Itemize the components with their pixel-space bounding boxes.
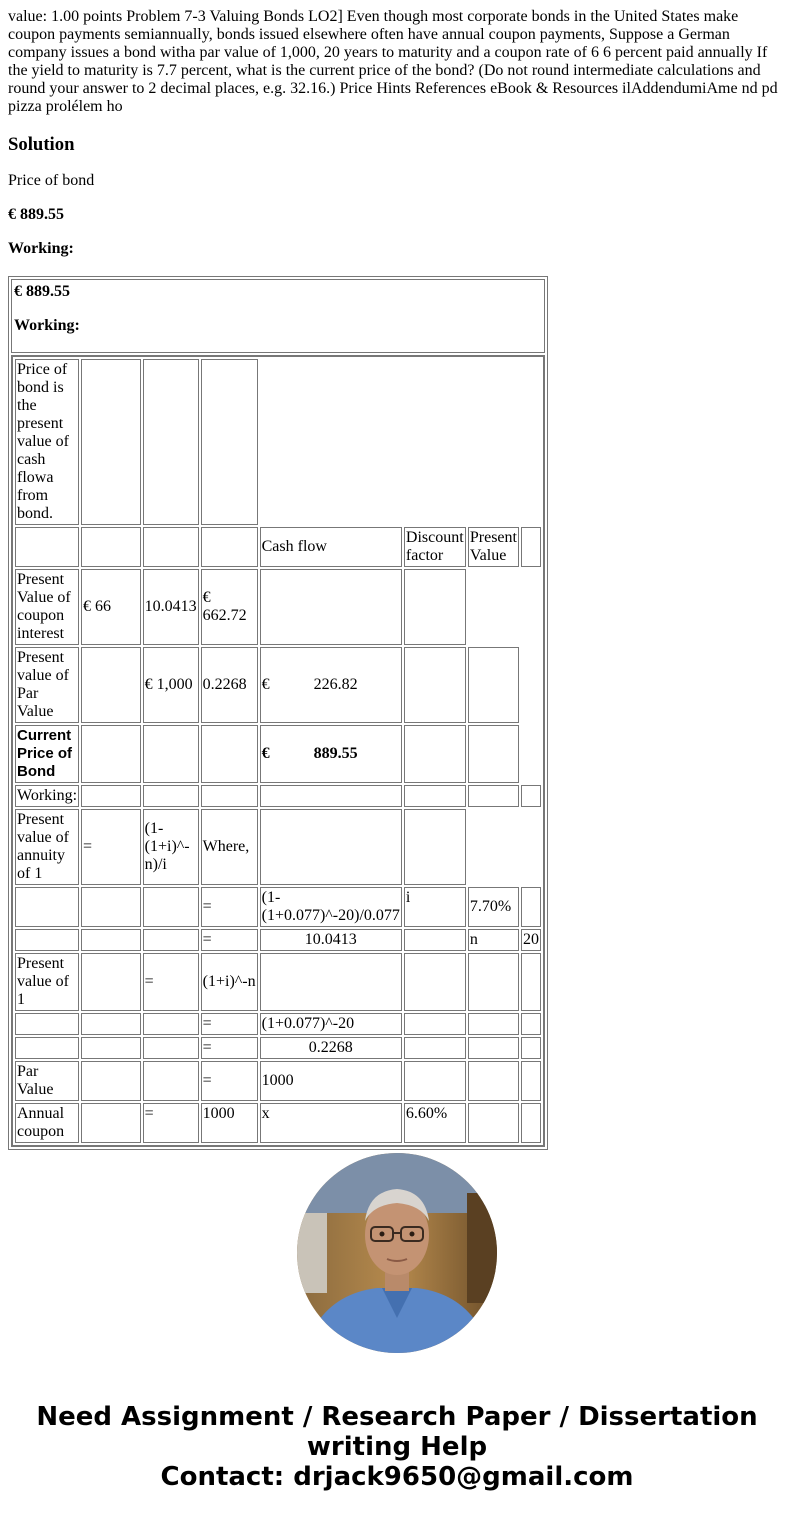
pv-coupon-label: Present Value of coupon interest [15, 569, 79, 645]
empty-cell [404, 569, 466, 645]
empty-cell [521, 887, 541, 927]
document [8, 0, 786, 258]
table-row [15, 887, 541, 927]
pv-par-pv-cell [260, 647, 402, 723]
annual-coupon-label: Annual coupon [15, 1103, 79, 1143]
current-price-label: Current Price of Bond [15, 725, 79, 783]
blank-area [468, 569, 541, 645]
table-row [15, 929, 541, 951]
eq-cell: = [201, 887, 258, 927]
empty-cell [81, 887, 141, 927]
empty-cell [404, 725, 466, 783]
empty-cell [521, 527, 541, 567]
empty-cell [143, 1061, 199, 1101]
pv-coupon-pv: € 662.72 [201, 569, 258, 645]
empty-cell [81, 785, 141, 807]
i-value: 7.70% [468, 887, 519, 927]
inner-table-cell [11, 355, 545, 1147]
annual-rate: 6.60% [404, 1103, 466, 1143]
col-header-cash-flow: Cash flow [260, 527, 402, 567]
table-head-working: Working: [14, 317, 80, 334]
solution-table-wrapper [8, 276, 548, 1140]
empty-cell [81, 647, 141, 723]
pv-coupon-factor: 10.0413 [143, 569, 199, 645]
empty-cell [521, 785, 541, 807]
table-head-price: € 889.55 [14, 283, 70, 300]
empty-cell [404, 647, 466, 723]
table-row [15, 569, 541, 645]
empty-cell [260, 809, 402, 885]
table-row [15, 359, 541, 525]
par-value: 1000 [260, 1061, 402, 1101]
ad-contact: Contact: drjack9650@gmail.com [160, 1462, 634, 1492]
price-label: Price of bond [8, 172, 95, 189]
empty-cell [143, 785, 199, 807]
empty-cell [81, 725, 141, 783]
eq-cell: = [143, 953, 199, 1011]
annuity-eq: = [81, 809, 141, 885]
empty-cell [468, 647, 519, 723]
n-value: 20 [521, 929, 541, 951]
empty-cell [143, 527, 199, 567]
i-label: i [404, 887, 466, 927]
empty-cell [81, 359, 141, 525]
blank-area [468, 809, 541, 885]
empty-cell [521, 1037, 541, 1059]
pv-par-pv: 226.82 [313, 676, 358, 693]
empty-cell [143, 1037, 199, 1059]
empty-cell [468, 785, 519, 807]
empty-cell [404, 953, 466, 1011]
current-price-value: 889.55 [313, 745, 358, 762]
annuity-label: Present value of annuity of 1 [15, 809, 79, 885]
empty-cell [81, 1037, 141, 1059]
table-row [15, 953, 541, 1011]
blank-area [521, 725, 541, 783]
working-table [12, 356, 544, 1146]
where-label: Where, [201, 809, 258, 885]
table-row [15, 1103, 541, 1143]
table-row [15, 1013, 541, 1035]
empty-cell [81, 929, 141, 951]
annuity-substitution: (1-(1+0.077)^-20)/0.077 [260, 887, 402, 927]
ad-banner [0, 1402, 794, 1492]
empty-cell [15, 1037, 79, 1059]
empty-cell [404, 1013, 466, 1035]
author-photo [297, 1153, 497, 1353]
par-label: Par Value [15, 1061, 79, 1101]
empty-cell [404, 929, 466, 951]
empty-cell [468, 725, 519, 783]
empty-cell [15, 1013, 79, 1035]
col-header-discount-factor: Discount factor [404, 527, 466, 567]
empty-cell [521, 1103, 541, 1143]
annuity-result: 10.0413 [260, 929, 402, 951]
empty-cell [81, 527, 141, 567]
empty-cell [201, 725, 258, 783]
empty-cell [15, 887, 79, 927]
empty-cell [260, 953, 402, 1011]
empty-cell [143, 725, 199, 783]
price-value: € 889.55 [8, 206, 64, 223]
empty-cell [15, 527, 79, 567]
table-row [15, 785, 541, 807]
eq-cell: = [201, 929, 258, 951]
blank-area [260, 359, 541, 525]
empty-cell [15, 929, 79, 951]
ad-line-1: Need Assignment / Research Paper / Dissertation [36, 1402, 758, 1432]
pv-coupon-cash: € 66 [81, 569, 141, 645]
empty-cell [81, 1013, 141, 1035]
table-row [15, 1037, 541, 1059]
eq-cell: = [143, 1103, 199, 1143]
empty-cell [404, 1037, 466, 1059]
table-row [15, 647, 541, 723]
empty-cell [404, 785, 466, 807]
table-row [15, 1061, 541, 1101]
question-text: value: 1.00 points Problem 7-3 Valuing Bonds LO2] Even though most corporate bonds in the United States make coupon payments semiannually, bonds issued elsewhere often have annual coupon payments, Suppose a German company issues a bond witha par value of 1,000, 20 years to maturity and a coupon rate of 6 6 percent paid annually If the yield to maturity is 7.7 percent, what is the current price of the bond? (Do not round intermediate calculations and round your answer to 2 decimal places, e.g. 32.16.) Price Hints References eBook & Resources ilAddendumiAme nd pd pizza prolélem ho [8, 8, 778, 115]
pv1-substitution: (1+0.077)^-20 [260, 1013, 402, 1035]
empty-cell [81, 1103, 141, 1143]
annual-x: x [260, 1103, 402, 1143]
empty-cell [404, 1061, 466, 1101]
currency-symbol: € [261, 676, 270, 693]
empty-cell [468, 1061, 519, 1101]
empty-cell [521, 1013, 541, 1035]
empty-cell [143, 929, 199, 951]
pv1-label: Present value of 1 [15, 953, 79, 1011]
solution-table [8, 276, 548, 1150]
eq-cell: = [201, 1037, 258, 1059]
empty-cell [143, 1013, 199, 1035]
empty-cell [521, 953, 541, 1011]
eq-cell: = [201, 1013, 258, 1035]
annuity-formula: (1-(1+i)^-n)/i [143, 809, 199, 885]
annual-base: 1000 [201, 1103, 258, 1143]
table-row [15, 725, 541, 783]
empty-cell [143, 359, 199, 525]
pv-par-label: Present value of Par Value [15, 647, 79, 723]
col-header-present-value: Present Value [468, 527, 519, 567]
current-price-cell [260, 725, 402, 783]
empty-cell [81, 1061, 141, 1101]
empty-cell [521, 1061, 541, 1101]
empty-cell [81, 953, 141, 1011]
n-label: n [468, 929, 519, 951]
empty-cell [201, 527, 258, 567]
working-label-2: Working: [15, 785, 79, 807]
empty-cell [201, 785, 258, 807]
empty-cell [468, 1037, 519, 1059]
pv1-formula: (1+i)^-n [201, 953, 258, 1011]
table-row [15, 809, 541, 885]
empty-cell [143, 887, 199, 927]
empty-cell [468, 953, 519, 1011]
pv-par-cash: € 1,000 [143, 647, 199, 723]
table-row [15, 527, 541, 567]
table-header-cell [11, 279, 545, 353]
empty-cell [201, 359, 258, 525]
empty-cell [260, 569, 402, 645]
eq-cell: = [201, 1061, 258, 1101]
ad-line-2: writing Help [306, 1432, 488, 1462]
working-label: Working: [8, 240, 74, 257]
blank-area [521, 647, 541, 723]
empty-cell [468, 1013, 519, 1035]
pv-par-factor: 0.2268 [201, 647, 258, 723]
solution-heading: Solution [8, 134, 75, 155]
currency-symbol: € [261, 745, 270, 762]
intro-cell: Price of bond is the present value of cash flowa from bond. [15, 359, 79, 525]
author-portrait-image [297, 1153, 497, 1353]
pv1-result: 0.2268 [260, 1037, 402, 1059]
empty-cell [468, 1103, 519, 1143]
empty-cell [404, 809, 466, 885]
empty-cell [260, 785, 402, 807]
